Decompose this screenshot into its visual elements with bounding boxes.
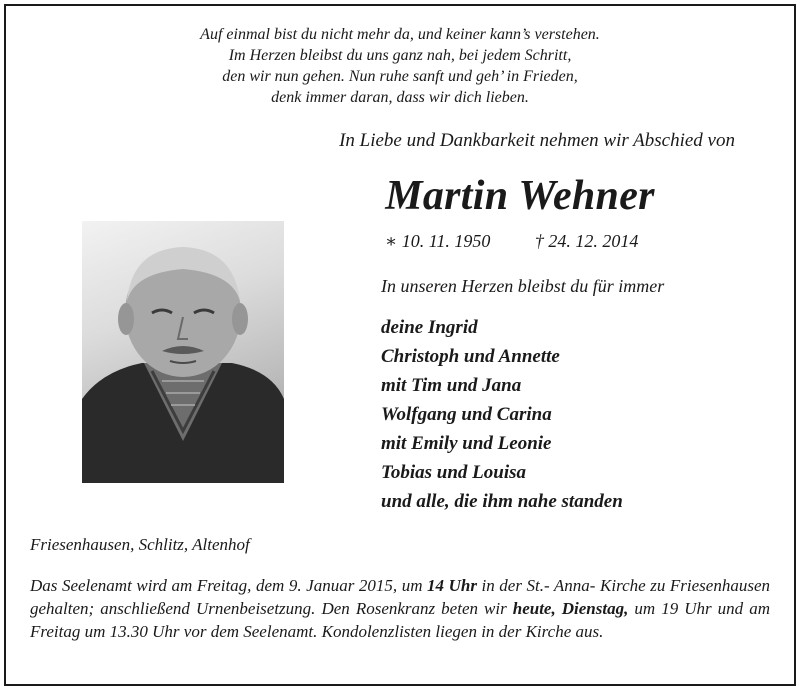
service-info (30, 574, 770, 643)
service-time: 14 Uhr (427, 576, 477, 595)
family-member: deine Ingrid (381, 317, 478, 338)
hearts-line: In unseren Herzen bleibst du für immer (381, 276, 665, 296)
poem-line: Auf einmal bist du nicht mehr da, und keiner kann’s verstehen. (200, 26, 600, 43)
portrait-photo (82, 221, 284, 483)
farewell-intro: In Liebe und Dankbarkeit nehmen wir Abschied von (339, 130, 735, 151)
death-date: † 24. 12. 2014 (534, 231, 639, 251)
family-member: Christoph und Annette (381, 346, 560, 367)
service-day: heute, Dienstag, (512, 599, 629, 618)
places-line: Friesenhausen, Schlitz, Altenhof (30, 535, 250, 554)
poem-line: den wir nun gehen. Nun ruhe sanft und geh’ in Frieden, (222, 68, 578, 85)
deceased-name: Martin Wehner (385, 173, 655, 219)
family-member: Tobias und Louisa (381, 462, 527, 483)
poem-line: denk immer daran, dass wir dich lieben. (271, 89, 529, 106)
family-list (381, 313, 623, 516)
portrait-photo-icon (82, 221, 284, 483)
family-member: mit Emily und Leonie (381, 433, 552, 454)
service-text-part: um 19 Uhr und am Freitag um 13.30 Uhr vor dem Seelenamt. Kondolenzlisten liegen in der Kirche aus. (30, 599, 770, 641)
service-text-part: in der St.- Anna- Kirche zu Friesenhausen gehalten; anschließend Urnenbeisetzung. Den Rosenkranz beten wir (30, 576, 770, 618)
family-member: und alle, die ihm nahe standen (381, 491, 623, 512)
family-member: mit Tim und Jana (381, 375, 522, 396)
poem-line: Im Herzen bleibst du uns ganz nah, bei jedem Schritt, (228, 47, 572, 64)
service-text-part: Das Seelenamt wird am Freitag, dem 9. Januar 2015, um (30, 576, 428, 595)
family-member: Wolfgang und Carina (381, 404, 552, 425)
life-dates (385, 231, 638, 252)
poem (0, 24, 800, 108)
birth-date: ∗ 10. 11. 1950 (385, 231, 491, 251)
